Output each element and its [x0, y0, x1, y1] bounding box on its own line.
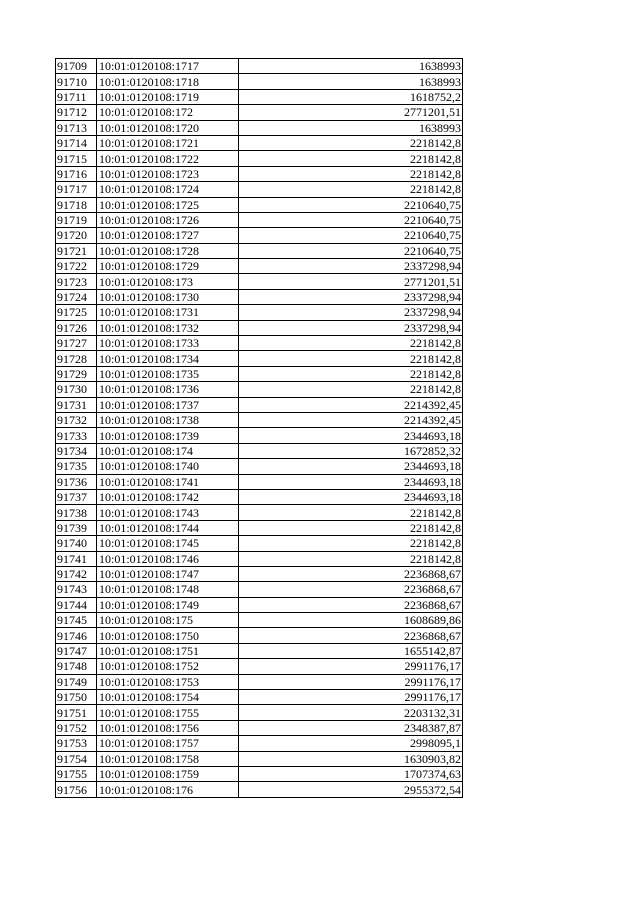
- cadastral-number-cell: 10:01:0120108:1739: [97, 428, 239, 443]
- cadastral-number-cell: 10:01:0120108:1747: [97, 566, 239, 581]
- cadastral-number-cell: 10:01:0120108:1756: [97, 720, 239, 735]
- cadastral-number-cell: 10:01:0120108:1717: [97, 59, 239, 74]
- table-row: [56, 551, 463, 566]
- cadastral-number-cell: 10:01:0120108:1730: [97, 289, 239, 304]
- table-row: [56, 382, 463, 397]
- value-cell: 2991176,17: [239, 690, 463, 705]
- cadastral-number-cell: 10:01:0120108:1725: [97, 197, 239, 212]
- value-cell: 2771201,51: [239, 105, 463, 120]
- cadastral-number-cell: 10:01:0120108:1722: [97, 151, 239, 166]
- table-row: [56, 659, 463, 674]
- cadastral-number-cell: 10:01:0120108:176: [97, 782, 239, 797]
- value-cell: 1638993: [239, 59, 463, 74]
- value-cell: 2218142,8: [239, 520, 463, 535]
- cadastral-number-cell: 10:01:0120108:1718: [97, 74, 239, 89]
- table-row: [56, 166, 463, 181]
- row-number-cell: 91744: [56, 597, 97, 612]
- table-row: [56, 474, 463, 489]
- row-number-cell: 91746: [56, 628, 97, 643]
- value-cell: 2344693,18: [239, 428, 463, 443]
- value-cell: 2218142,8: [239, 182, 463, 197]
- value-cell: 2236868,67: [239, 582, 463, 597]
- row-number-cell: 91747: [56, 643, 97, 658]
- row-number-cell: 91741: [56, 551, 97, 566]
- cadastral-number-cell: 10:01:0120108:175: [97, 613, 239, 628]
- table-row: [56, 690, 463, 705]
- table-row: [56, 613, 463, 628]
- table-row: [56, 212, 463, 227]
- cadastral-number-cell: 10:01:0120108:1719: [97, 89, 239, 104]
- row-number-cell: 91729: [56, 366, 97, 381]
- cadastral-number-cell: 10:01:0120108:1737: [97, 397, 239, 412]
- row-number-cell: 91712: [56, 105, 97, 120]
- value-cell: 1655142,87: [239, 643, 463, 658]
- row-number-cell: 91727: [56, 336, 97, 351]
- table-row: [56, 582, 463, 597]
- cadastral-number-cell: 10:01:0120108:1755: [97, 705, 239, 720]
- cadastral-number-cell: 10:01:0120108:1735: [97, 366, 239, 381]
- row-number-cell: 91753: [56, 736, 97, 751]
- row-number-cell: 91742: [56, 566, 97, 581]
- value-cell: 2236868,67: [239, 597, 463, 612]
- table-row: [56, 536, 463, 551]
- table-row: [56, 120, 463, 135]
- value-cell: 2337298,94: [239, 320, 463, 335]
- value-cell: 1672852,32: [239, 443, 463, 458]
- row-number-cell: 91713: [56, 120, 97, 135]
- cadastral-number-cell: 10:01:0120108:1757: [97, 736, 239, 751]
- table-row: [56, 597, 463, 612]
- table-row: [56, 397, 463, 412]
- value-cell: 2337298,94: [239, 259, 463, 274]
- value-cell: 2344693,18: [239, 474, 463, 489]
- value-cell: 2218142,8: [239, 366, 463, 381]
- cadastral-number-cell: 10:01:0120108:1744: [97, 520, 239, 535]
- value-cell: 1608689,86: [239, 613, 463, 628]
- row-number-cell: 91726: [56, 320, 97, 335]
- cadastral-number-cell: 10:01:0120108:1749: [97, 597, 239, 612]
- row-number-cell: 91749: [56, 674, 97, 689]
- table-row: [56, 720, 463, 735]
- row-number-cell: 91738: [56, 505, 97, 520]
- value-cell: 2991176,17: [239, 674, 463, 689]
- cadastral-number-cell: 10:01:0120108:1721: [97, 135, 239, 150]
- row-number-cell: 91745: [56, 613, 97, 628]
- table-row: [56, 336, 463, 351]
- table-row: [56, 182, 463, 197]
- row-number-cell: 91739: [56, 520, 97, 535]
- cadastral-number-cell: 10:01:0120108:1733: [97, 336, 239, 351]
- table-body: [56, 59, 463, 798]
- table-row: [56, 59, 463, 74]
- cadastral-number-cell: 10:01:0120108:1745: [97, 536, 239, 551]
- row-number-cell: 91719: [56, 212, 97, 227]
- table-row: [56, 505, 463, 520]
- cadastral-number-cell: 10:01:0120108:1751: [97, 643, 239, 658]
- cadastral-number-cell: 10:01:0120108:1748: [97, 582, 239, 597]
- value-cell: 2218142,8: [239, 135, 463, 150]
- value-cell: 2218142,8: [239, 382, 463, 397]
- row-number-cell: 91711: [56, 89, 97, 104]
- table-row: [56, 320, 463, 335]
- table-row: [56, 643, 463, 658]
- table-row: [56, 366, 463, 381]
- value-cell: 2348387,87: [239, 720, 463, 735]
- value-cell: 2236868,67: [239, 566, 463, 581]
- cadastral-number-cell: 10:01:0120108:1750: [97, 628, 239, 643]
- cadastral-number-cell: 10:01:0120108:1740: [97, 459, 239, 474]
- value-cell: 2210640,75: [239, 212, 463, 227]
- row-number-cell: 91731: [56, 397, 97, 412]
- table-row: [56, 751, 463, 766]
- value-cell: 2218142,8: [239, 336, 463, 351]
- row-number-cell: 91743: [56, 582, 97, 597]
- cadastral-number-cell: 10:01:0120108:174: [97, 443, 239, 458]
- table-row: [56, 628, 463, 643]
- cadastral-number-cell: 10:01:0120108:1746: [97, 551, 239, 566]
- table-row: [56, 74, 463, 89]
- value-cell: 2203132,31: [239, 705, 463, 720]
- row-number-cell: 91710: [56, 74, 97, 89]
- row-number-cell: 91732: [56, 412, 97, 427]
- cadastral-number-cell: 10:01:0120108:1720: [97, 120, 239, 135]
- row-number-cell: 91716: [56, 166, 97, 181]
- table-row: [56, 105, 463, 120]
- row-number-cell: 91748: [56, 659, 97, 674]
- table-row: [56, 705, 463, 720]
- table-row: [56, 782, 463, 797]
- cadastral-number-cell: 10:01:0120108:1736: [97, 382, 239, 397]
- table-row: [56, 351, 463, 366]
- cadastral-number-cell: 10:01:0120108:1759: [97, 766, 239, 781]
- value-cell: 1707374,63: [239, 766, 463, 781]
- table-row: [56, 520, 463, 535]
- data-table: [55, 58, 463, 798]
- table-row: [56, 89, 463, 104]
- row-number-cell: 91736: [56, 474, 97, 489]
- row-number-cell: 91715: [56, 151, 97, 166]
- cadastral-number-cell: 10:01:0120108:173: [97, 274, 239, 289]
- row-number-cell: 91756: [56, 782, 97, 797]
- row-number-cell: 91752: [56, 720, 97, 735]
- row-number-cell: 91734: [56, 443, 97, 458]
- value-cell: 2214392,45: [239, 397, 463, 412]
- value-cell: 2214392,45: [239, 412, 463, 427]
- cadastral-number-cell: 10:01:0120108:1729: [97, 259, 239, 274]
- table-row: [56, 135, 463, 150]
- value-cell: 2218142,8: [239, 351, 463, 366]
- value-cell: 2337298,94: [239, 289, 463, 304]
- cadastral-number-cell: 10:01:0120108:1731: [97, 305, 239, 320]
- value-cell: 2344693,18: [239, 489, 463, 504]
- value-cell: 2218142,8: [239, 166, 463, 181]
- value-cell: 2236868,67: [239, 628, 463, 643]
- row-number-cell: 91728: [56, 351, 97, 366]
- table-row: [56, 259, 463, 274]
- value-cell: 2337298,94: [239, 305, 463, 320]
- row-number-cell: 91754: [56, 751, 97, 766]
- table-row: [56, 428, 463, 443]
- row-number-cell: 91735: [56, 459, 97, 474]
- value-cell: 2998095,1: [239, 736, 463, 751]
- value-cell: 2218142,8: [239, 151, 463, 166]
- table-row: [56, 489, 463, 504]
- cadastral-number-cell: 10:01:0120108:1728: [97, 243, 239, 258]
- value-cell: 2991176,17: [239, 659, 463, 674]
- row-number-cell: 91722: [56, 259, 97, 274]
- table-row: [56, 459, 463, 474]
- cadastral-number-cell: 10:01:0120108:1723: [97, 166, 239, 181]
- cadastral-number-cell: 10:01:0120108:1743: [97, 505, 239, 520]
- cadastral-number-cell: 10:01:0120108:1727: [97, 228, 239, 243]
- cadastral-number-cell: 10:01:0120108:1724: [97, 182, 239, 197]
- table-row: [56, 274, 463, 289]
- value-cell: 2771201,51: [239, 274, 463, 289]
- row-number-cell: 91709: [56, 59, 97, 74]
- value-cell: 1630903,82: [239, 751, 463, 766]
- row-number-cell: 91755: [56, 766, 97, 781]
- table-row: [56, 766, 463, 781]
- cadastral-number-cell: 10:01:0120108:1732: [97, 320, 239, 335]
- row-number-cell: 91740: [56, 536, 97, 551]
- cadastral-number-cell: 10:01:0120108:1738: [97, 412, 239, 427]
- cadastral-number-cell: 10:01:0120108:1726: [97, 212, 239, 227]
- value-cell: 1638993: [239, 74, 463, 89]
- cadastral-number-cell: 10:01:0120108:1741: [97, 474, 239, 489]
- row-number-cell: 91718: [56, 197, 97, 212]
- table-row: [56, 197, 463, 212]
- row-number-cell: 91724: [56, 289, 97, 304]
- table-row: [56, 443, 463, 458]
- row-number-cell: 91725: [56, 305, 97, 320]
- row-number-cell: 91714: [56, 135, 97, 150]
- table-row: [56, 305, 463, 320]
- table-row: [56, 228, 463, 243]
- value-cell: 2218142,8: [239, 505, 463, 520]
- row-number-cell: 91721: [56, 243, 97, 258]
- table-row: [56, 674, 463, 689]
- value-cell: 2955372,54: [239, 782, 463, 797]
- value-cell: 1618752,2: [239, 89, 463, 104]
- table-row: [56, 151, 463, 166]
- row-number-cell: 91723: [56, 274, 97, 289]
- value-cell: 2344693,18: [239, 459, 463, 474]
- cadastral-number-cell: 10:01:0120108:1753: [97, 674, 239, 689]
- row-number-cell: 91720: [56, 228, 97, 243]
- row-number-cell: 91750: [56, 690, 97, 705]
- row-number-cell: 91730: [56, 382, 97, 397]
- value-cell: 2218142,8: [239, 536, 463, 551]
- cadastral-number-cell: 10:01:0120108:1734: [97, 351, 239, 366]
- value-cell: 1638993: [239, 120, 463, 135]
- cadastral-number-cell: 10:01:0120108:1752: [97, 659, 239, 674]
- value-cell: 2210640,75: [239, 228, 463, 243]
- row-number-cell: 91751: [56, 705, 97, 720]
- table-row: [56, 412, 463, 427]
- row-number-cell: 91717: [56, 182, 97, 197]
- cadastral-number-cell: 10:01:0120108:1758: [97, 751, 239, 766]
- table-row: [56, 736, 463, 751]
- value-cell: 2218142,8: [239, 551, 463, 566]
- cadastral-number-cell: 10:01:0120108:172: [97, 105, 239, 120]
- table-row: [56, 566, 463, 581]
- cadastral-number-cell: 10:01:0120108:1754: [97, 690, 239, 705]
- table-row: [56, 243, 463, 258]
- value-cell: 2210640,75: [239, 243, 463, 258]
- cadastral-number-cell: 10:01:0120108:1742: [97, 489, 239, 504]
- value-cell: 2210640,75: [239, 197, 463, 212]
- row-number-cell: 91737: [56, 489, 97, 504]
- table-row: [56, 289, 463, 304]
- row-number-cell: 91733: [56, 428, 97, 443]
